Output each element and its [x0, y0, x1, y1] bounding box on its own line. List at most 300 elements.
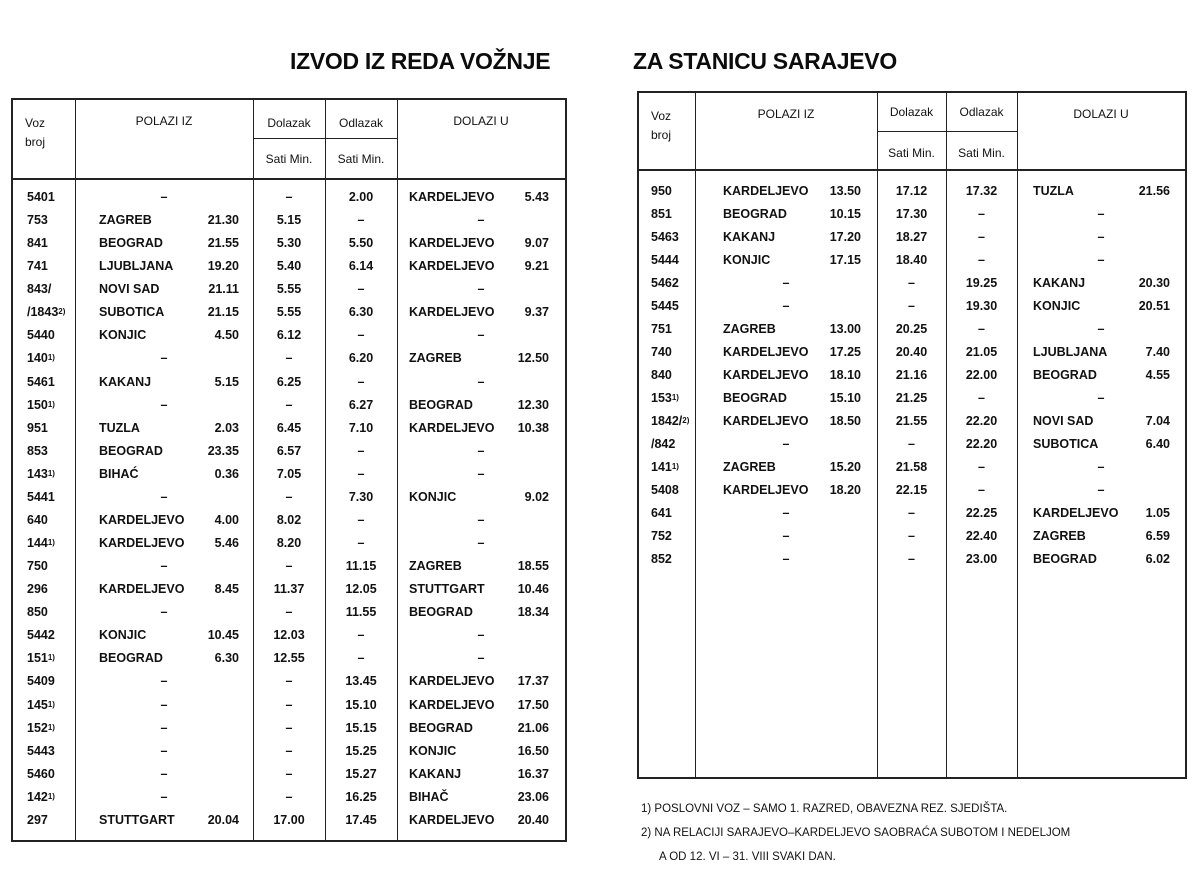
destination-station: ZAGREB: [409, 559, 462, 574]
origin-station: KARDELJEVO: [99, 512, 185, 527]
train-number: 5401: [27, 190, 55, 204]
origin-station: BIHAĆ: [99, 466, 139, 481]
train-number: 5461: [27, 374, 55, 389]
table-row: [13, 555, 565, 578]
departure-time: 17.32: [965, 184, 998, 198]
origin-station: LJUBLJANA: [99, 259, 174, 274]
train-number: 140$^{1)}$: [27, 351, 55, 366]
destination-station: –: [477, 374, 485, 389]
train-number: 153$^{1)}$: [651, 391, 679, 405]
train-number: 5408: [651, 483, 679, 497]
arrival-time: 6.12: [276, 328, 302, 343]
train-number: /842: [651, 437, 676, 451]
origin-station: KARDELJEVO: [99, 582, 185, 597]
train-number: 145$^{1)}$: [27, 697, 55, 712]
origin-station: –: [782, 552, 790, 566]
departure-time: 21.05: [965, 345, 998, 359]
table-row: [13, 324, 565, 347]
arrival-time: 21.55: [895, 414, 928, 428]
train-number: 1842/$^{2)}$: [651, 414, 690, 428]
table-row: [13, 417, 565, 440]
arrival-time: 12.03: [273, 628, 305, 643]
departure-time: –: [357, 651, 365, 666]
header-sati-min: Sati Min.: [265, 152, 313, 166]
origin-station: BEOGRAD: [99, 236, 163, 251]
footnote-marker: 2): [58, 307, 66, 317]
arrival-time: –: [285, 605, 293, 620]
departure-time: –: [357, 536, 365, 551]
origin-station: ZAGREB: [723, 322, 776, 336]
origin-departure-time: 2.03: [214, 420, 239, 435]
table-row: [639, 226, 1185, 249]
origin-departure-time: 23.35: [207, 443, 239, 458]
arrival-time: –: [285, 351, 293, 366]
table-row: [13, 740, 565, 763]
arrival-time: –: [908, 529, 915, 543]
arrival-time: 20.40: [895, 345, 928, 359]
destination-station: NOVI SAD: [1033, 414, 1094, 428]
train-number: 753: [27, 213, 48, 228]
destination-arrival-time: 5.43: [524, 190, 549, 204]
destination-station: KONJIC: [1033, 299, 1081, 313]
table-row: [13, 440, 565, 463]
origin-station: BEOGRAD: [99, 651, 163, 666]
destination-arrival-time: 10.46: [517, 582, 549, 597]
origin-station: KAKANJ: [99, 374, 152, 389]
departure-time: –: [357, 443, 365, 458]
origin-departure-time: 5.46: [214, 536, 239, 551]
destination-station: BEOGRAD: [409, 720, 473, 735]
destination-station: –: [477, 328, 485, 343]
arrival-time: –: [285, 489, 293, 504]
timetable-right: [637, 91, 1187, 779]
departure-time: 12.05: [345, 582, 377, 597]
origin-departure-time: 17.15: [829, 253, 861, 267]
train-number: 142$^{1)}$: [27, 789, 55, 804]
destination-arrival-time: 1.05: [1145, 506, 1170, 520]
table-row: [639, 548, 1185, 571]
table-row: [639, 341, 1185, 364]
train-number: /1843$^{2)}$: [27, 305, 66, 320]
table-row: [639, 502, 1185, 525]
origin-departure-time: 13.00: [829, 322, 861, 336]
header-dolazak: Dolazak: [267, 116, 311, 130]
origin-departure-time: 6.30: [214, 651, 239, 666]
arrival-time: 18.40: [895, 253, 928, 267]
origin-station: –: [160, 397, 168, 412]
table-row: [639, 203, 1185, 226]
origin-departure-time: 18.10: [829, 368, 861, 382]
destination-station: KARDELJEVO: [409, 697, 495, 712]
departure-time: –: [978, 460, 985, 474]
table-row: [13, 232, 565, 255]
departure-time: 2.00: [348, 190, 374, 204]
train-number: 296: [27, 582, 48, 597]
footnote-1: 1) POSLOVNI VOZ – SAMO 1. RAZRED, OBAVEZNA REZ. SJEDIŠTA.: [641, 803, 1008, 815]
arrival-time: 12.55: [273, 651, 305, 666]
train-number: 5460: [27, 766, 55, 781]
origin-station: –: [160, 674, 168, 689]
arrival-time: –: [285, 674, 293, 689]
destination-arrival-time: 18.55: [517, 559, 549, 574]
footnote-2: 2) NA RELACIJI SARAJEVO–KARDELJEVO SAOBRAĆA SUBOTOM I NEDELJOM: [641, 827, 1071, 839]
table-row: [13, 624, 565, 647]
arrival-time: –: [285, 789, 293, 804]
destination-station: KARDELJEVO: [409, 674, 495, 689]
destination-arrival-time: 17.37: [517, 674, 549, 689]
departure-time: 22.20: [965, 414, 998, 428]
arrival-time: 17.00: [273, 812, 305, 827]
table-row: [639, 318, 1185, 341]
footnote-marker: 1): [47, 468, 55, 478]
departure-time: 11.55: [345, 605, 377, 620]
origin-station: KONJIC: [99, 328, 147, 343]
arrival-time: –: [285, 190, 293, 204]
departure-time: –: [978, 483, 985, 497]
arrival-time: –: [908, 437, 915, 451]
arrival-time: 8.02: [276, 512, 302, 527]
table-row: [13, 301, 565, 324]
train-number: 144$^{1)}$: [27, 536, 55, 551]
train-number: 850: [27, 605, 48, 620]
destination-station: –: [1097, 230, 1105, 244]
destination-station: KARDELJEVO: [409, 236, 495, 251]
arrival-time: 5.30: [276, 236, 302, 251]
header-polazi-iz: POLAZI IZ: [135, 114, 193, 128]
footnotes: [641, 797, 1070, 869]
header-broj: broj: [25, 135, 46, 149]
origin-station: –: [160, 605, 168, 620]
destination-station: KARDELJEVO: [409, 812, 495, 827]
destination-station: TUZLA: [1033, 184, 1074, 198]
train-number: 5442: [27, 628, 55, 643]
train-number: 950: [651, 184, 672, 198]
departure-time: 6.20: [348, 351, 374, 366]
origin-departure-time: 8.45: [214, 582, 239, 597]
destination-arrival-time: 21.56: [1138, 184, 1170, 198]
table-header: [639, 93, 1185, 171]
arrival-time: 5.40: [276, 259, 302, 274]
destination-arrival-time: 12.50: [517, 351, 549, 366]
destination-arrival-time: 9.02: [524, 489, 549, 504]
origin-departure-time: 18.50: [829, 414, 861, 428]
destination-station: –: [1097, 391, 1105, 405]
destination-arrival-time: 23.06: [517, 789, 549, 804]
destination-arrival-time: 17.50: [517, 697, 549, 712]
table-row: [639, 525, 1185, 548]
header-sati-min: Sati Min.: [888, 146, 935, 160]
arrival-time: 20.25: [895, 322, 928, 336]
train-number: 750: [27, 559, 48, 574]
departure-time: –: [357, 628, 365, 643]
origin-station: KARDELJEVO: [723, 414, 809, 428]
departure-time: 15.25: [345, 743, 377, 758]
table-row: [13, 255, 565, 278]
destination-station: BEOGRAD: [1033, 552, 1097, 566]
origin-station: NOVI SAD: [99, 282, 160, 297]
header-odlazak: Odlazak: [338, 116, 384, 130]
destination-station: KARDELJEVO: [409, 420, 495, 435]
header-voz: Voz: [25, 116, 46, 130]
train-number: 150$^{1)}$: [27, 397, 55, 412]
arrival-time: –: [908, 506, 915, 520]
train-number: 852: [651, 552, 672, 566]
train-number: 5463: [651, 230, 679, 244]
train-number: 152$^{1)}$: [27, 720, 55, 735]
origin-departure-time: 10.45: [207, 628, 239, 643]
departure-time: 19.30: [965, 299, 998, 313]
departure-time: –: [978, 322, 985, 336]
train-number: 640: [27, 512, 48, 527]
origin-departure-time: 18.20: [829, 483, 861, 497]
destination-station: –: [1097, 253, 1105, 267]
origin-departure-time: 21.15: [207, 305, 239, 320]
arrival-time: –: [285, 720, 293, 735]
departure-time: –: [978, 230, 985, 244]
departure-time: 22.20: [965, 437, 998, 451]
train-number: 5443: [27, 743, 55, 758]
header-dolazak: Dolazak: [889, 105, 934, 119]
destination-arrival-time: 16.37: [517, 766, 549, 781]
destination-station: LJUBLJANA: [1033, 345, 1108, 359]
footnote-marker: 1): [671, 393, 679, 402]
train-number: 5440: [27, 328, 55, 343]
arrival-time: –: [285, 697, 293, 712]
departure-time: –: [978, 207, 985, 221]
table-row: [13, 578, 565, 601]
arrival-time: 5.55: [276, 282, 302, 297]
origin-station: KARDELJEVO: [723, 345, 809, 359]
origin-station: ZAGREB: [723, 460, 776, 474]
origin-departure-time: 4.00: [214, 512, 239, 527]
destination-arrival-time: 9.21: [524, 259, 549, 274]
destination-arrival-time: 7.04: [1145, 414, 1170, 428]
table-header: [13, 100, 565, 180]
footnote-marker: 1): [47, 722, 55, 732]
departure-time: 15.10: [345, 697, 377, 712]
table-row: [13, 186, 565, 209]
header-broj: broj: [651, 128, 672, 142]
origin-station: –: [160, 743, 168, 758]
origin-departure-time: 15.10: [829, 391, 861, 405]
origin-station: BEOGRAD: [723, 207, 787, 221]
arrival-time: –: [908, 276, 915, 290]
train-number: 141$^{1)}$: [651, 460, 679, 474]
train-number: 951: [27, 420, 48, 435]
departure-time: 23.00: [965, 552, 998, 566]
table-row: [13, 763, 565, 786]
arrival-time: 7.05: [276, 466, 302, 481]
departure-time: 22.25: [965, 506, 998, 520]
table-row: [13, 371, 565, 394]
departure-time: 22.40: [965, 529, 998, 543]
destination-arrival-time: 4.55: [1145, 368, 1170, 382]
origin-departure-time: 20.04: [207, 812, 239, 827]
departure-time: –: [357, 213, 365, 228]
destination-station: KARDELJEVO: [409, 190, 495, 204]
departure-time: 6.27: [348, 397, 374, 412]
origin-station: KARDELJEVO: [723, 483, 809, 497]
destination-arrival-time: 20.40: [517, 812, 549, 827]
train-number: 5409: [27, 674, 55, 689]
train-number: 5441: [27, 489, 55, 504]
train-number: 841: [27, 236, 48, 251]
destination-station: KAKANJ: [1033, 276, 1086, 290]
destination-station: –: [477, 213, 485, 228]
footnote-marker: 1): [47, 538, 55, 548]
destination-arrival-time: 7.40: [1145, 345, 1170, 359]
destination-arrival-time: 6.02: [1145, 552, 1170, 566]
departure-time: 17.45: [345, 812, 377, 827]
arrival-time: 17.12: [895, 184, 928, 198]
destination-station: –: [1097, 207, 1105, 221]
destination-station: –: [477, 628, 485, 643]
departure-time: 22.00: [965, 368, 998, 382]
arrival-time: –: [908, 552, 915, 566]
origin-station: KARDELJEVO: [99, 536, 185, 551]
table-row: [13, 809, 565, 832]
destination-station: –: [477, 282, 485, 297]
origin-departure-time: 4.50: [214, 328, 239, 343]
departure-time: –: [357, 282, 365, 297]
arrival-time: 5.55: [276, 305, 302, 320]
origin-station: –: [160, 697, 168, 712]
arrival-time: –: [285, 397, 293, 412]
table-row: [13, 509, 565, 532]
destination-station: ZAGREB: [1033, 529, 1086, 543]
destination-arrival-time: 21.06: [517, 720, 549, 735]
origin-station: –: [782, 299, 790, 313]
arrival-time: –: [285, 743, 293, 758]
origin-station: KARDELJEVO: [723, 368, 809, 382]
table-row: [639, 364, 1185, 387]
table-row: [13, 278, 565, 301]
destination-station: KARDELJEVO: [409, 259, 495, 274]
destination-arrival-time: 6.59: [1145, 529, 1170, 543]
origin-station: –: [782, 506, 790, 520]
table-row: [639, 410, 1185, 433]
train-number: 752: [651, 529, 672, 543]
train-number: 641: [651, 506, 672, 520]
arrival-time: 5.15: [276, 213, 302, 228]
train-number: 740: [651, 345, 672, 359]
origin-departure-time: 17.25: [829, 345, 861, 359]
origin-departure-time: 21.55: [207, 236, 239, 251]
arrival-time: 6.45: [276, 420, 302, 435]
arrival-time: 17.30: [895, 207, 928, 221]
page-title-right: ZA STANICU SARAJEVO: [633, 48, 897, 74]
destination-station: KARDELJEVO: [409, 305, 495, 320]
destination-station: KONJIC: [409, 489, 457, 504]
departure-time: –: [357, 466, 365, 481]
origin-station: KONJIC: [723, 253, 771, 267]
table-row: [639, 433, 1185, 456]
arrival-time: –: [908, 299, 915, 313]
origin-departure-time: 17.20: [829, 230, 861, 244]
departure-time: 7.10: [348, 420, 374, 435]
train-number: 151$^{1)}$: [27, 651, 55, 666]
table-row: [13, 532, 565, 555]
destination-station: KONJIC: [409, 743, 457, 758]
origin-station: ZAGREB: [99, 213, 152, 228]
table-row: [13, 670, 565, 693]
footnote-2-continued: A OD 12. VI – 31. VIII SVAKI DAN.: [659, 851, 836, 863]
table-row: [639, 180, 1185, 203]
origin-station: –: [160, 789, 168, 804]
footnote-marker: 1): [47, 399, 55, 409]
arrival-time: 18.27: [895, 230, 928, 244]
origin-station: KONJIC: [99, 628, 147, 643]
destination-station: –: [477, 512, 485, 527]
train-number: 143$^{1)}$: [27, 466, 55, 481]
footnote-marker: 2): [682, 416, 690, 425]
train-number: 840: [651, 368, 672, 382]
header-voz: Voz: [651, 109, 672, 123]
departure-time: 15.15: [345, 720, 377, 735]
origin-departure-time: 15.20: [829, 460, 861, 474]
destination-arrival-time: 12.30: [517, 397, 549, 412]
destination-arrival-time: 18.34: [517, 605, 549, 620]
arrival-time: 21.58: [895, 460, 928, 474]
destination-station: KAKANJ: [409, 766, 462, 781]
destination-station: –: [477, 651, 485, 666]
origin-station: BEOGRAD: [723, 391, 787, 405]
origin-departure-time: 21.30: [207, 213, 239, 228]
destination-station: BEOGRAD: [409, 397, 473, 412]
table-row: [639, 456, 1185, 479]
origin-station: –: [160, 190, 168, 204]
footnote-marker: 1): [47, 699, 55, 709]
destination-station: BIHAČ: [409, 789, 449, 804]
table-row: [13, 394, 565, 417]
origin-departure-time: 19.20: [207, 259, 239, 274]
destination-arrival-time: 16.50: [517, 743, 549, 758]
origin-station: –: [160, 351, 168, 366]
origin-departure-time: 0.36: [214, 466, 239, 481]
destination-arrival-time: 20.51: [1138, 299, 1170, 313]
table-row: [13, 694, 565, 717]
table-row: [639, 272, 1185, 295]
origin-station: KAKANJ: [723, 230, 776, 244]
departure-time: 15.27: [345, 766, 377, 781]
train-number: 751: [651, 322, 672, 336]
origin-station: –: [782, 529, 790, 543]
origin-station: KARDELJEVO: [723, 184, 809, 198]
destination-station: –: [1097, 322, 1105, 336]
header-sati-min: Sati Min.: [958, 146, 1005, 160]
arrival-time: 21.16: [895, 368, 928, 382]
arrival-time: –: [285, 766, 293, 781]
page-title-left: IZVOD IZ REDA VOŽNJE: [290, 48, 551, 74]
departure-time: –: [357, 374, 365, 389]
destination-station: –: [1097, 483, 1105, 497]
table-row: [639, 387, 1185, 410]
arrival-time: 6.25: [276, 374, 302, 389]
origin-station: –: [160, 720, 168, 735]
header-polazi-iz: POLAZI IZ: [757, 107, 815, 121]
departure-time: 11.15: [345, 559, 377, 574]
footnote-marker: 1): [671, 462, 679, 471]
table-row: [639, 249, 1185, 272]
destination-station: STUTTGART: [409, 582, 485, 597]
destination-arrival-time: 9.07: [524, 236, 549, 251]
train-number: 5462: [651, 276, 679, 290]
header-dolazi-u: DOLAZI U: [1073, 107, 1129, 121]
destination-station: –: [1097, 460, 1105, 474]
table-row: [13, 463, 565, 486]
destination-arrival-time: 10.38: [517, 420, 549, 435]
origin-station: –: [160, 766, 168, 781]
